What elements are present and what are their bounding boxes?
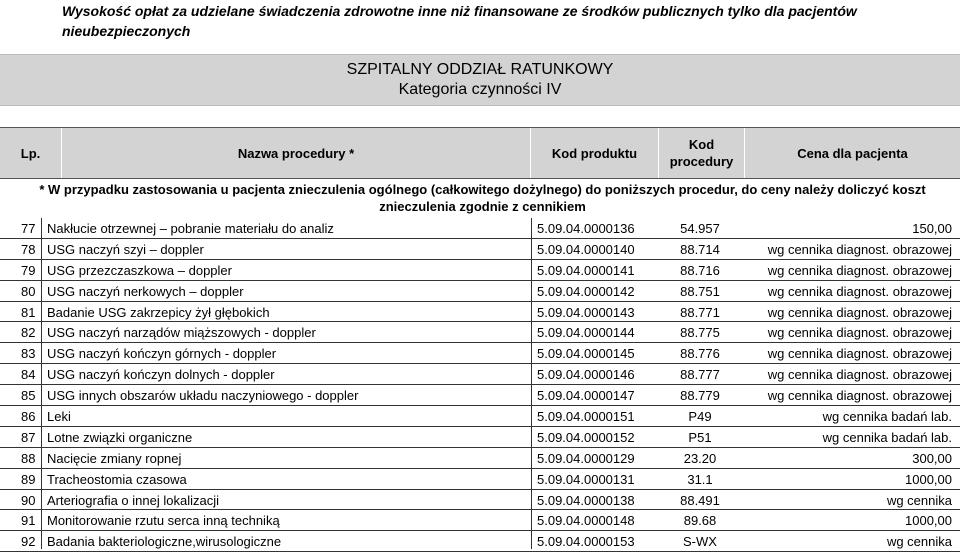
table-row <box>0 322 960 343</box>
row-lp: 92 <box>21 534 36 550</box>
row-procedure-code: 88.491 <box>680 492 720 508</box>
row-procedure-code: 88.777 <box>680 367 720 383</box>
document-title: Wysokość opłat za udzielane świadczenia zdrowotne inne niż finansowane ze środków publicznych tylko dla pacjentów nieubezpieczonych <box>62 3 857 39</box>
row-procedure-code: S-WX <box>683 534 717 550</box>
row-lp: 80 <box>21 283 36 299</box>
row-lp: 85 <box>21 388 36 404</box>
row-lp: 88 <box>21 450 36 466</box>
row-lp: 82 <box>21 325 36 341</box>
row-price: wg cennika <box>886 534 952 550</box>
table-row <box>0 343 960 364</box>
row-procedure-name: USG przezczaszkowa – doppler <box>47 262 232 278</box>
row-product-code: 5.09.04.0000151 <box>537 409 635 425</box>
row-procedure-name: Badanie USG zakrzepicy żył głębokich <box>47 304 270 320</box>
row-procedure-name: USG innych obszarów układu naczyniowego - doppler <box>47 388 359 404</box>
header-procedure-code: Kod procedury <box>659 128 744 178</box>
row-lp: 78 <box>21 241 36 257</box>
row-lp: 91 <box>21 513 36 529</box>
row-lp: 77 <box>21 221 36 236</box>
row-lp: 87 <box>21 429 36 445</box>
header-product-code: Kod produktu <box>531 128 658 178</box>
ward-name: SZPITALNY ODDZIAŁ RATUNKOWY <box>346 61 614 78</box>
row-product-code: 5.09.04.0000148 <box>537 513 635 529</box>
row-procedure-code: 88.775 <box>680 325 720 341</box>
row-procedure-name: Nakłucie otrzewnej – pobranie materiału do analiz <box>47 221 334 236</box>
row-price: wg cennika diagnost. obrazowej <box>767 241 952 257</box>
row-price: wg cennika diagnost. obrazowej <box>767 262 952 278</box>
row-price: 300,00 <box>912 450 952 466</box>
table-row <box>0 406 960 427</box>
table-row <box>0 385 960 406</box>
row-lp: 84 <box>21 367 36 383</box>
table-row <box>0 469 960 490</box>
row-procedure-name: Nacięcie zmiany ropnej <box>47 450 182 466</box>
table-row <box>0 490 960 511</box>
row-procedure-name: USG naczyń narządów miąższowych - doppler <box>47 325 316 341</box>
table-row <box>0 239 960 260</box>
row-price: wg cennika diagnost. obrazowej <box>767 325 952 341</box>
row-procedure-name: Leki <box>47 409 71 425</box>
row-procedure-name: Arteriografia o innej lokalizacji <box>47 492 219 508</box>
row-price: wg cennika badań lab. <box>822 429 952 445</box>
table-row <box>0 510 960 531</box>
ward-category: Kategoria czynności IV <box>398 81 562 98</box>
table-row <box>0 281 960 302</box>
row-product-code: 5.09.04.0000142 <box>537 283 635 299</box>
row-price: wg cennika diagnost. obrazowej <box>767 388 952 404</box>
table-row <box>0 364 960 385</box>
row-procedure-code: 88.714 <box>680 241 720 257</box>
table-header-bottom-border <box>0 178 960 179</box>
row-procedure-name: Monitorowanie rzutu serca inną techniką <box>47 513 280 529</box>
table-row <box>0 218 960 239</box>
row-procedure-code: 88.771 <box>680 304 720 320</box>
table-row <box>0 302 960 323</box>
table-row <box>0 448 960 469</box>
row-procedure-code: 23.20 <box>683 450 717 466</box>
row-procedure-code: P49 <box>688 409 712 425</box>
row-product-code: 5.09.04.0000138 <box>537 492 635 508</box>
row-price: 1000,00 <box>905 513 952 529</box>
row-product-code: 5.09.04.0000145 <box>537 346 635 362</box>
row-product-code: 5.09.04.0000147 <box>537 388 635 404</box>
row-lp: 79 <box>21 262 36 278</box>
table-row <box>0 427 960 448</box>
row-price: wg cennika diagnost. obrazowej <box>767 346 952 362</box>
anesthesia-note: * W przypadku zastosowania u pacjenta znieczulenia ogólnego (całkowitego dożylnego) do poniższych procedur, do ceny należy doliczyć koszt znieczulenia zgodnie z cennikiem <box>39 182 926 214</box>
row-procedure-code: 88.716 <box>680 262 720 278</box>
table-row <box>0 260 960 281</box>
row-procedure-code: 88.776 <box>680 346 720 362</box>
row-procedure-code: 88.751 <box>680 283 720 299</box>
header-patient-price: Cena dla pacjenta <box>745 128 960 178</box>
row-lp: 86 <box>21 409 36 425</box>
header-lp: Lp. <box>0 128 61 178</box>
row-procedure-name: USG naczyń nerkowych – doppler <box>47 283 244 299</box>
row-product-code: 5.09.04.0000153 <box>537 534 635 550</box>
row-procedure-name: USG naczyń kończyn dolnych - doppler <box>47 367 275 383</box>
row-price: wg cennika <box>886 492 952 508</box>
row-lp: 90 <box>21 492 36 508</box>
row-procedure-name: Lotne związki organiczne <box>47 429 193 445</box>
row-price: 150,00 <box>912 221 952 236</box>
row-procedure-code: 89.68 <box>683 513 717 529</box>
row-product-code: 5.09.04.0000131 <box>537 471 635 487</box>
row-product-code: 5.09.04.0000146 <box>537 367 635 383</box>
row-lp: 81 <box>21 304 36 320</box>
procedure-table-body <box>0 218 960 552</box>
row-procedure-code: 54.957 <box>680 221 720 236</box>
row-procedure-code: 88.779 <box>680 388 720 404</box>
row-product-code: 5.09.04.0000129 <box>537 450 635 466</box>
row-procedure-code: 31.1 <box>687 471 713 487</box>
row-procedure-name: USG naczyń szyi – doppler <box>47 241 204 257</box>
row-product-code: 5.09.04.0000144 <box>537 325 635 341</box>
row-price: wg cennika diagnost. obrazowej <box>767 304 952 320</box>
header-procedure-name: Nazwa procedury * <box>62 128 530 178</box>
row-price: 1000,00 <box>905 471 952 487</box>
row-lp: 83 <box>21 346 36 362</box>
row-procedure-name: Badania bakteriologiczne,wirusologiczne <box>47 534 282 550</box>
row-procedure-name: USG naczyń kończyn górnych - doppler <box>47 346 277 362</box>
ward-header <box>0 54 960 106</box>
row-product-code: 5.09.04.0000152 <box>537 429 635 445</box>
row-price: wg cennika badań lab. <box>822 409 952 425</box>
row-price: wg cennika diagnost. obrazowej <box>767 283 952 299</box>
row-product-code: 5.09.04.0000143 <box>537 304 635 320</box>
row-product-code: 5.09.04.0000136 <box>537 221 635 236</box>
row-price: wg cennika diagnost. obrazowej <box>767 367 952 383</box>
row-product-code: 5.09.04.0000140 <box>537 241 635 257</box>
row-procedure-code: P51 <box>688 429 712 445</box>
row-procedure-name: Tracheostomia czasowa <box>47 471 187 487</box>
row-lp: 89 <box>21 471 36 487</box>
row-product-code: 5.09.04.0000141 <box>537 262 635 278</box>
